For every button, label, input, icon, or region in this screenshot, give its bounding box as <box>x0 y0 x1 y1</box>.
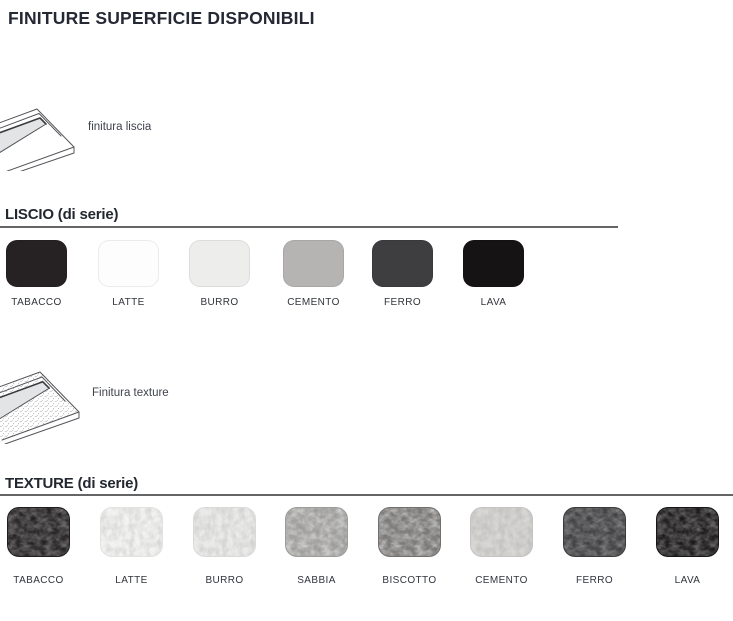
smooth-finish-caption: finitura liscia <box>88 121 152 133</box>
swatch-cemento <box>283 240 344 308</box>
color-chip <box>7 507 70 557</box>
swatch-tabacco <box>7 507 70 586</box>
swatch-label: FERRO <box>384 297 421 308</box>
liscio-divider <box>0 226 618 228</box>
texture-finish-drawing <box>0 370 90 444</box>
swatch-burro <box>189 240 250 308</box>
color-chip <box>189 240 250 287</box>
swatch-label: TABACCO <box>13 575 64 586</box>
swatch-label: TABACCO <box>11 297 62 308</box>
grain-texture <box>101 508 162 556</box>
color-chip <box>378 507 441 557</box>
color-chip <box>6 240 67 287</box>
texture-divider <box>0 494 733 496</box>
swatch-ferro <box>563 507 626 586</box>
swatch-label: CEMENTO <box>475 575 528 586</box>
swatch-label: LATTE <box>115 575 148 586</box>
swatch-label: CEMENTO <box>287 297 340 308</box>
swatch-latte <box>100 507 163 586</box>
color-chip <box>463 240 524 287</box>
color-chip <box>656 507 719 557</box>
texture-finish-caption: Finitura texture <box>92 387 169 399</box>
color-chip <box>563 507 626 557</box>
swatch-cemento <box>470 507 533 586</box>
swatch-biscotto <box>378 507 441 586</box>
color-chip <box>98 240 159 287</box>
swatch-lava <box>656 507 719 586</box>
color-chip <box>283 240 344 287</box>
grain-texture <box>194 508 255 556</box>
color-chip <box>100 507 163 557</box>
swatch-label: BURRO <box>200 297 239 308</box>
grain-texture <box>286 508 347 556</box>
swatch-sabbia <box>285 507 348 586</box>
page-title: FINITURE SUPERFICIE DISPONIBILI <box>8 8 315 28</box>
swatch-label: FERRO <box>576 575 613 586</box>
swatch-latte <box>98 240 159 308</box>
grain-texture <box>564 508 625 556</box>
swatch-label: LAVA <box>480 297 507 308</box>
swatch-tabacco <box>6 240 67 308</box>
color-chip <box>470 507 533 557</box>
swatch-ferro <box>372 240 433 308</box>
color-chip <box>193 507 256 557</box>
swatch-label: LATTE <box>112 297 145 308</box>
swatch-label: BISCOTTO <box>382 575 437 586</box>
swatch-label: SABBIA <box>297 575 336 586</box>
grain-texture <box>8 508 69 556</box>
color-chip <box>285 507 348 557</box>
color-chip <box>372 240 433 287</box>
swatch-burro <box>193 507 256 586</box>
section-heading-texture: TEXTURE (di serie) <box>5 475 139 492</box>
section-heading-liscio: LISCIO (di serie) <box>5 206 119 223</box>
swatch-label: BURRO <box>205 575 244 586</box>
smooth-finish-drawing <box>0 107 84 171</box>
swatch-lava <box>463 240 524 308</box>
grain-texture <box>379 508 440 556</box>
grain-texture <box>471 508 532 556</box>
swatch-label: LAVA <box>674 575 701 586</box>
grain-texture <box>657 508 718 556</box>
